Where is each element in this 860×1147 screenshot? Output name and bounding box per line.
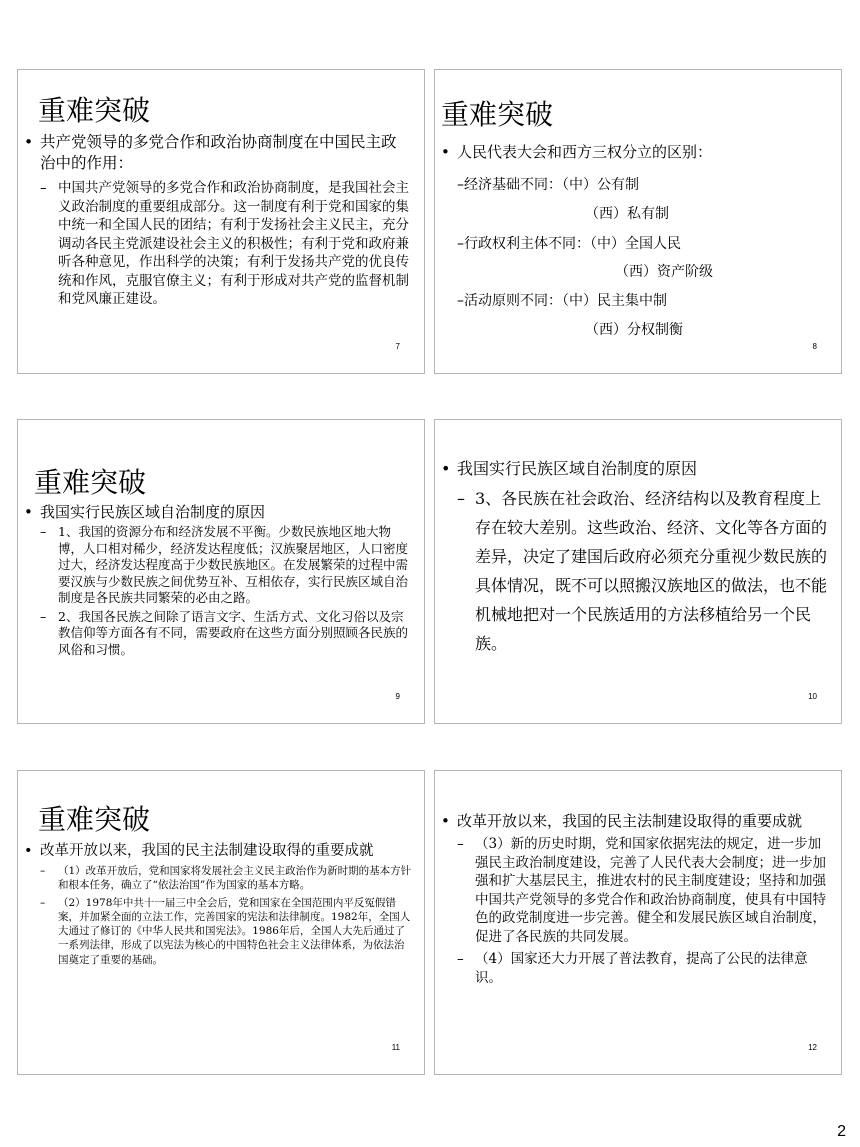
dash-icon: – bbox=[457, 177, 464, 193]
sub-text: （1）改革开放后，党和国家将发展社会主义民主政治作为新时期的基本方针和根本任务，确立了“依法治国”作为国家的基本方略。 bbox=[58, 865, 412, 892]
slide-title: 重难突破 bbox=[38, 803, 151, 836]
slide-number: 7 bbox=[395, 342, 400, 351]
dash-icon: – bbox=[40, 180, 47, 196]
sub-item bbox=[435, 950, 829, 987]
compare-row-principle bbox=[457, 290, 667, 310]
slide-number: 10 bbox=[808, 692, 817, 701]
slide-12 bbox=[434, 770, 842, 1075]
row-label: 行政权利主体不同： bbox=[464, 236, 590, 252]
row-china: （中）民主集中制 bbox=[562, 293, 667, 309]
row-west: （西）资产阶级 bbox=[615, 264, 713, 280]
compare-row-authority bbox=[457, 233, 681, 253]
row-china: （中）全国人民 bbox=[590, 236, 681, 252]
sub-item bbox=[18, 524, 412, 607]
row-west: （西）分权制衡 bbox=[585, 322, 683, 338]
bullet-item bbox=[435, 142, 827, 163]
slide-number: 8 bbox=[812, 342, 817, 351]
bullet-text: 我国实行民族区域自治制度的原因 bbox=[40, 503, 266, 521]
bullet-icon: • bbox=[24, 503, 33, 521]
dash-icon: – bbox=[457, 236, 464, 252]
dash-icon: – bbox=[40, 896, 46, 909]
compare-row-economy bbox=[457, 174, 639, 194]
bullet-item bbox=[435, 811, 829, 832]
page-number: 2 bbox=[837, 1123, 846, 1140]
slide-title: 重难突破 bbox=[34, 466, 147, 499]
row-label: 活动原则不同： bbox=[464, 293, 562, 309]
bullet-icon: • bbox=[24, 133, 34, 151]
bullet-text: 我国实行民族区域自治制度的原因 bbox=[457, 459, 698, 478]
slide-11 bbox=[17, 770, 425, 1075]
dash-icon: – bbox=[40, 524, 47, 539]
slide-number: 9 bbox=[395, 692, 400, 701]
slide-8 bbox=[434, 69, 842, 374]
row-label: 经济基础不同： bbox=[464, 177, 562, 193]
sub-text: （2）1978年中共十一届三中全会后，党和国家在全国范围内平反冤假错案，并加紧全面的立法工作，完善国家的宪法和法律制度。1982年，全国人大通过了修订的《中华人民共和国宪法》。1986年后，全国人大先后通过了一系列法律，形成了以宪法为核心的中国特色社会主义法律体系，为依法治国奠定了重要的基础。 bbox=[58, 896, 411, 966]
slide-7 bbox=[17, 69, 425, 374]
sub-text: 3、各民族在社会政治、经济结构以及教育程度上存在较大差别。这些政治、经济、文化等各方面的差异，决定了建国后政府必须充分重视少数民族的具体情况，既不可以照搬汉族地区的做法，也不能机械地把对一个民族适用的方法移植给另一个民族。 bbox=[475, 489, 828, 653]
bullet-item bbox=[18, 841, 414, 861]
sub-item bbox=[435, 484, 829, 658]
slide-number: 11 bbox=[391, 1043, 400, 1052]
slide-title: 重难突破 bbox=[441, 98, 554, 131]
sub-text: （4）国家还大力开展了普法教育，提高了公民的法律意识。 bbox=[475, 951, 808, 986]
dash-icon: – bbox=[40, 608, 47, 624]
bullet-text: 改革开放以来，我国的民主法制建设取得的重要成就 bbox=[40, 843, 374, 859]
sub-text: 2、我国各民族之间除了语言文字、生活方式、文化习俗以及宗教信仰等方面各有不同，需要政府在这些方面分别照顾各民族的风俗和习惯。 bbox=[58, 608, 409, 657]
sub-text: 1、我国的资源分布和经济发展不平衡。少数民族地区地大物博，人口相对稀少，经济发达程度低；汉族聚居地区，人口密度过大，经济发达程度高于少数民族地区。在发展繁荣的过程中需要汉族与少数民族之间优势互补、互相依存，实行民族区域自治制度是各民族共同繁荣的必由之路。 bbox=[58, 524, 409, 605]
dash-icon: – bbox=[457, 836, 464, 852]
row-west: （西）私有制 bbox=[585, 206, 669, 222]
bullet-item bbox=[18, 502, 412, 522]
sub-item bbox=[18, 179, 410, 309]
sub-item bbox=[18, 609, 412, 659]
row-china: （中）公有制 bbox=[562, 177, 639, 193]
bullet-icon: • bbox=[441, 459, 451, 478]
sub-item bbox=[435, 835, 829, 946]
sub-text: （3）新的历史时期，党和国家依据宪法的规定，进一步加强民主政治制度建设，完善了人民代表大会制度；进一步加强和扩大基层民主，推进农村的民主制度建设；坚持和加强中国共产党领导的多党合作和政治协商制度，使具有中国特色的政党制度进一步完善。健全和发展民族区域自治制度，促进了各民族的共同发展。 bbox=[475, 836, 826, 945]
dash-icon: – bbox=[457, 951, 464, 967]
bullet-text: 改革开放以来，我国的民主法制建设取得的重要成就 bbox=[457, 812, 803, 830]
bullet-text: 共产党领导的多党合作和政治协商制度在中国民主政治中的作用： bbox=[40, 133, 397, 172]
bullet-item bbox=[435, 458, 829, 480]
bullet-icon: • bbox=[441, 143, 450, 161]
bullet-icon: • bbox=[24, 843, 33, 859]
sub-text: 中国共产党领导的多党合作和政治协商制度，是我国社会主义政治制度的重要组成部分。这一制度有利于党和国家的集中统一和全国人民的团结；有利于发扬社会主义民主，充分调动各民主党派建设社会主义的积极性；有利于党和政府兼听各种意见，作出科学的决策；有利于发扬共产党的优良传统和作风，克服官僚主义；有利于形成对共产党的监督机制和党风廉正建设。 bbox=[58, 180, 409, 307]
bullet-icon: • bbox=[441, 812, 450, 830]
slide-10 bbox=[434, 419, 842, 724]
sub-item bbox=[18, 896, 414, 967]
slide-9 bbox=[17, 419, 425, 724]
dash-icon: – bbox=[40, 865, 46, 877]
bullet-item bbox=[18, 132, 410, 174]
slide-title: 重难突破 bbox=[38, 94, 151, 127]
bullet-text: 人民代表大会和西方三权分立的区别： bbox=[457, 143, 713, 161]
dash-icon: – bbox=[457, 293, 464, 309]
sub-item bbox=[18, 864, 414, 893]
dash-icon: – bbox=[457, 489, 465, 508]
slide-number: 12 bbox=[808, 1043, 817, 1052]
